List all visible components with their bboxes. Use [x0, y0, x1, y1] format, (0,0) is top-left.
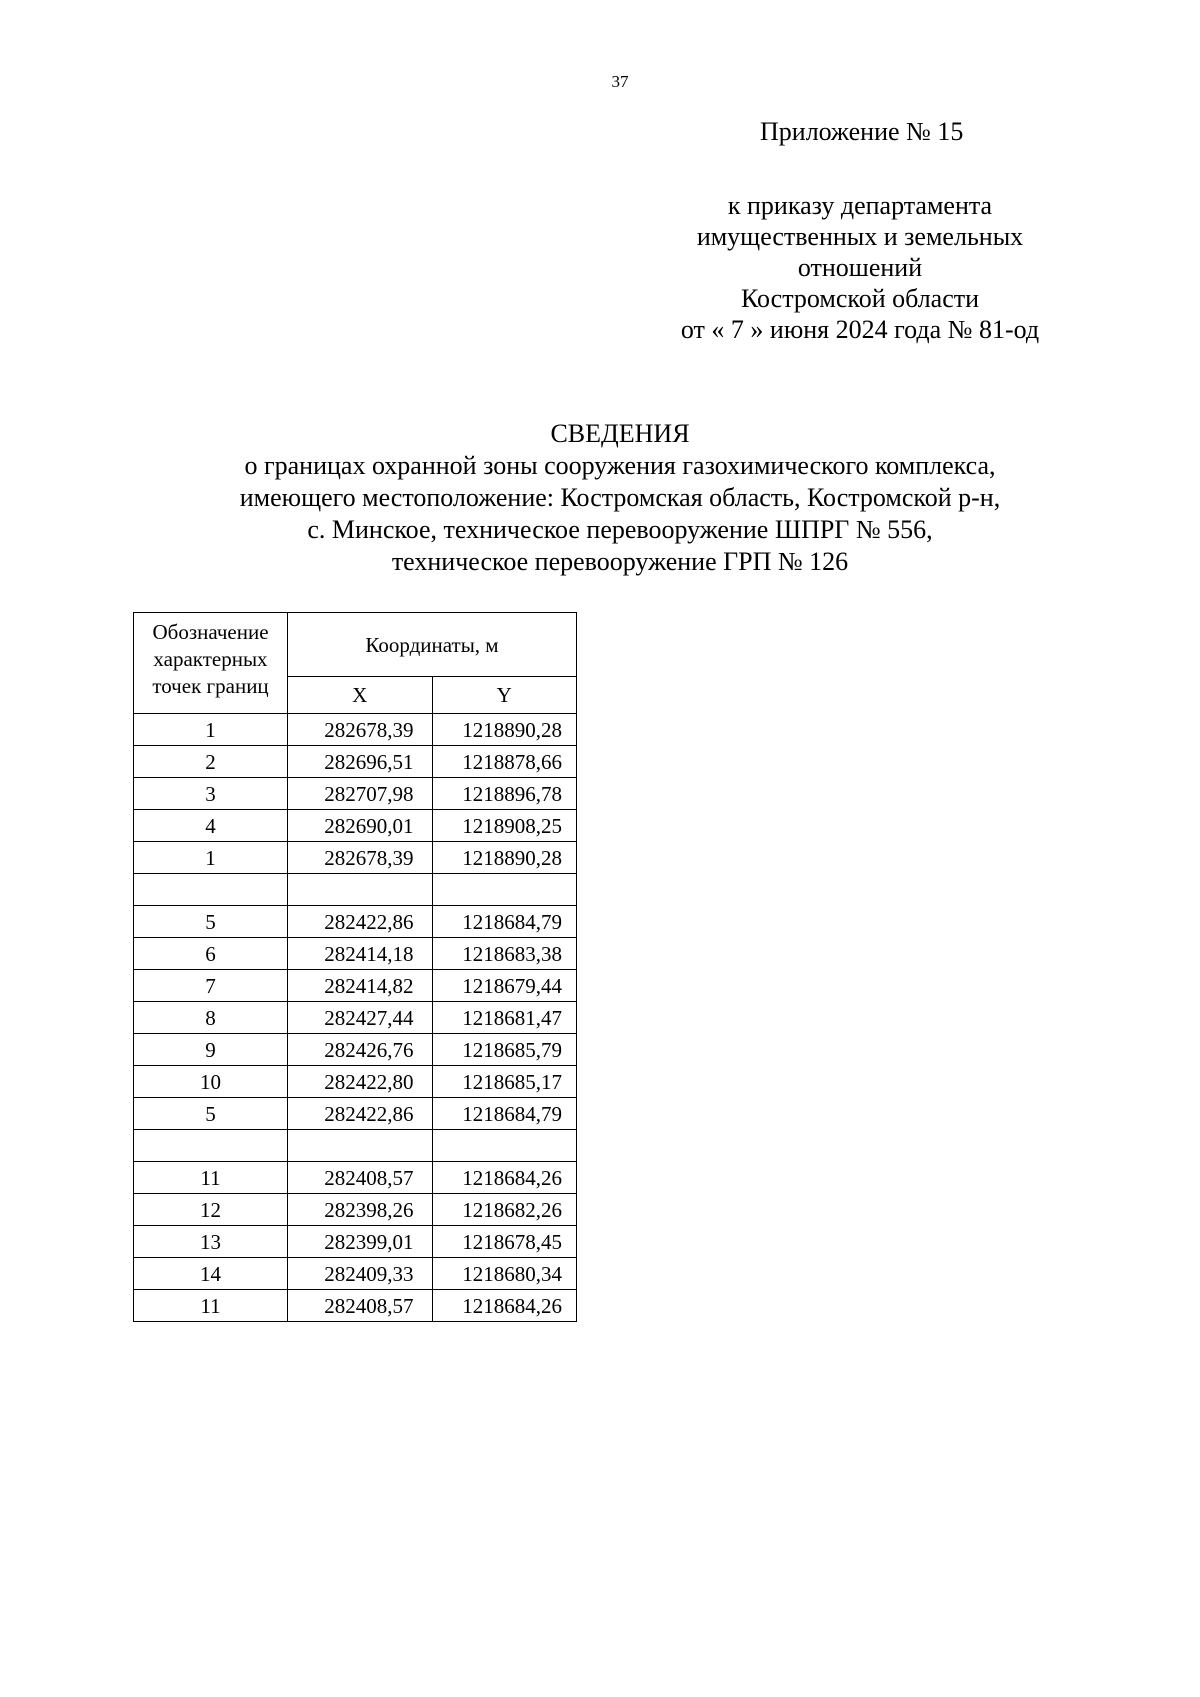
point-cell: 2	[134, 746, 288, 778]
y-coordinate-cell: 1218890,28	[432, 714, 577, 746]
y-coordinate-cell: 1218684,79	[432, 906, 577, 938]
table-row	[134, 1226, 577, 1258]
coordinates-table	[133, 612, 577, 1322]
y-coordinate-cell: 1218684,79	[432, 1098, 577, 1130]
y-coordinate-cell	[432, 874, 577, 906]
x-coordinate-cell: 282409,33	[288, 1258, 433, 1290]
y-coordinate-cell: 1218683,38	[432, 938, 577, 970]
x-coordinate-cell: 282678,39	[288, 714, 433, 746]
table-row	[134, 1130, 577, 1162]
y-coordinate-cell: 1218890,28	[432, 842, 577, 874]
table-row	[134, 1162, 577, 1194]
heading-line: с. Минское, техническое перевооружение ШПРГ № 556,	[307, 515, 933, 544]
y-coordinate-cell: 1218684,26	[432, 1162, 577, 1194]
point-cell: 9	[134, 1034, 288, 1066]
y-coordinate-cell: 1218681,47	[432, 1002, 577, 1034]
table-row	[134, 746, 577, 778]
table-row	[134, 906, 577, 938]
x-coordinate-cell: 282422,80	[288, 1066, 433, 1098]
header-y: Y	[432, 677, 577, 714]
y-coordinate-cell: 1218878,66	[432, 746, 577, 778]
y-coordinate-cell: 1218684,26	[432, 1290, 577, 1322]
order-reference	[660, 190, 1060, 345]
x-coordinate-cell: 282422,86	[288, 906, 433, 938]
table-row	[134, 778, 577, 810]
point-cell: 1	[134, 714, 288, 746]
point-cell: 11	[134, 1162, 288, 1194]
point-cell: 13	[134, 1226, 288, 1258]
point-cell: 8	[134, 1002, 288, 1034]
table-body	[134, 714, 577, 1322]
y-coordinate-cell: 1218680,34	[432, 1258, 577, 1290]
y-coordinate-cell	[432, 1130, 577, 1162]
point-cell: 5	[134, 906, 288, 938]
header-point-designation: Обозначение характерных точек границ	[134, 613, 288, 714]
y-coordinate-cell: 1218685,79	[432, 1034, 577, 1066]
document-heading	[160, 418, 1080, 578]
heading-title: СВЕДЕНИЯ	[550, 419, 690, 448]
table-row	[134, 810, 577, 842]
x-coordinate-cell: 282690,01	[288, 810, 433, 842]
point-cell: 6	[134, 938, 288, 970]
point-cell: 14	[134, 1258, 288, 1290]
x-coordinate-cell: 282426,76	[288, 1034, 433, 1066]
header-x: X	[288, 677, 433, 714]
point-cell	[134, 874, 288, 906]
x-coordinate-cell: 282408,57	[288, 1290, 433, 1322]
table-row	[134, 1098, 577, 1130]
x-coordinate-cell	[288, 1130, 433, 1162]
y-coordinate-cell: 1218896,78	[432, 778, 577, 810]
table-row	[134, 1002, 577, 1034]
x-coordinate-cell: 282398,26	[288, 1194, 433, 1226]
order-line: к приказу департамента	[727, 191, 993, 220]
x-coordinate-cell: 282696,51	[288, 746, 433, 778]
table-row	[134, 1290, 577, 1322]
point-cell: 5	[134, 1098, 288, 1130]
heading-line: техническое перевооружение ГРП № 126	[391, 547, 849, 576]
header-coordinates: Координаты, м	[288, 613, 577, 677]
point-cell: 12	[134, 1194, 288, 1226]
point-cell: 3	[134, 778, 288, 810]
heading-line: имеющего местоположение: Костромская область, Костромской р-н,	[239, 483, 1001, 512]
point-cell: 1	[134, 842, 288, 874]
order-line: отношений	[797, 253, 923, 282]
table-row	[134, 714, 577, 746]
table-row	[134, 1258, 577, 1290]
y-coordinate-cell: 1218685,17	[432, 1066, 577, 1098]
x-coordinate-cell: 282408,57	[288, 1162, 433, 1194]
order-line: имущественных и земельных	[696, 222, 1024, 251]
table-row	[134, 1034, 577, 1066]
heading-line: о границах охранной зоны сооружения газохимического комплекса,	[244, 451, 996, 480]
table-row	[134, 970, 577, 1002]
point-cell	[134, 1130, 288, 1162]
point-cell: 7	[134, 970, 288, 1002]
table-row	[134, 1066, 577, 1098]
point-cell: 10	[134, 1066, 288, 1098]
table-row	[134, 938, 577, 970]
x-coordinate-cell: 282414,82	[288, 970, 433, 1002]
x-coordinate-cell: 282399,01	[288, 1226, 433, 1258]
page-number: 37	[611, 72, 629, 91]
y-coordinate-cell: 1218682,26	[432, 1194, 577, 1226]
table-row	[134, 1194, 577, 1226]
order-line: от « 7 » июня 2024 года № 81-од	[680, 315, 1040, 344]
point-cell: 11	[134, 1290, 288, 1322]
x-coordinate-cell: 282678,39	[288, 842, 433, 874]
x-coordinate-cell	[288, 874, 433, 906]
x-coordinate-cell: 282414,18	[288, 938, 433, 970]
table-row	[134, 842, 577, 874]
appendix-title: Приложение № 15	[760, 117, 964, 146]
point-cell: 4	[134, 810, 288, 842]
x-coordinate-cell: 282707,98	[288, 778, 433, 810]
y-coordinate-cell: 1218908,25	[432, 810, 577, 842]
x-coordinate-cell: 282422,86	[288, 1098, 433, 1130]
table-row	[134, 874, 577, 906]
y-coordinate-cell: 1218678,45	[432, 1226, 577, 1258]
order-line: Костромской области	[740, 284, 980, 313]
x-coordinate-cell: 282427,44	[288, 1002, 433, 1034]
y-coordinate-cell: 1218679,44	[432, 970, 577, 1002]
table-header-row	[134, 613, 577, 677]
